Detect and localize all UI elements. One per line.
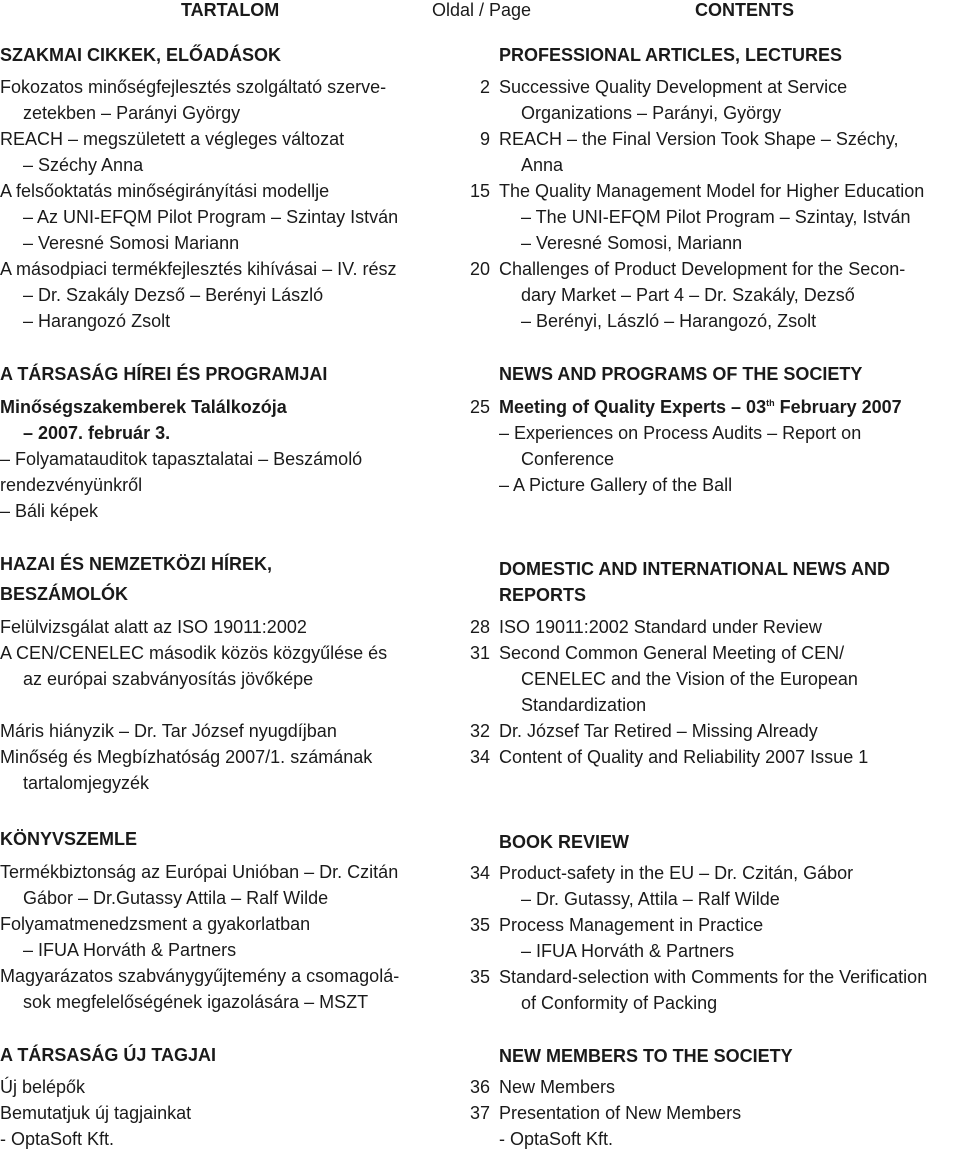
en-entry-line: Standard-selection with Comments for the Verification — [499, 967, 928, 987]
hu-entry-line: – Dr. Szakály Dezső – Berényi László — [23, 285, 324, 305]
en-entry-line: Content of Quality and Reliability 2007 Issue 1 — [499, 747, 869, 767]
header-page-label: Oldal / Page — [432, 0, 532, 20]
en-entry-line: Organizations – Parányi, György — [521, 103, 782, 123]
ordinal-suffix: th — [766, 398, 775, 408]
hu-section-title-news-2: BESZÁMOLÓK — [0, 584, 128, 604]
hu-entry-line: Máris hiányzik – Dr. Tar József nyugdíjban — [0, 721, 337, 741]
en-section-title-articles: PROFESSIONAL ARTICLES, LECTURES — [499, 45, 843, 65]
en-entry-line: - OptaSoft Kft. — [499, 1129, 614, 1149]
hu-entry-line: A CEN/CENELEC második közös közgyűlése és — [0, 643, 388, 663]
hu-entry-line: tartalomjegyzék — [23, 773, 150, 793]
hu-entry-line: – Harangozó Zsolt — [23, 311, 171, 331]
hu-entry-line: Új belépők — [0, 1077, 86, 1097]
en-entry-line: Successive Quality Development at Service — [499, 77, 848, 97]
hu-entry-bold: – 2007. február 3. — [23, 423, 171, 443]
en-entry-bold — [499, 394, 902, 420]
en-entry-line: – Berényi, László – Harangozó, Zsolt — [521, 311, 817, 331]
en-entry-line: – The UNI-EFQM Pilot Program – Szintay, István — [521, 207, 911, 227]
en-entry-line: Presentation of New Members — [499, 1103, 742, 1123]
page-number: 34 — [469, 747, 490, 767]
page-number: 28 — [469, 617, 490, 637]
hu-section-title-books: KÖNYVSZEMLE — [0, 829, 138, 849]
page-number: 25 — [469, 397, 490, 417]
en-entry-line: CENELEC and the Vision of the European — [521, 669, 858, 689]
en-entry-line: of Conformity of Packing — [521, 993, 718, 1013]
hu-section-title-society: A TÁRSASÁG HÍREI ÉS PROGRAMJAI — [0, 364, 328, 384]
page-number: 36 — [469, 1077, 490, 1097]
en-entry-line: The Quality Management Model for Higher Education — [499, 181, 925, 201]
hu-entry-line: Bemutatjuk új tagjainkat — [0, 1103, 192, 1123]
en-entry-line: Standardization — [521, 695, 647, 715]
page-number: 35 — [469, 915, 490, 935]
hu-entry-line: az európai szabványosítás jövőképe — [23, 669, 314, 689]
hu-entry-line: rendezvényünkről — [0, 475, 143, 495]
hu-entry-line: zetekben – Parányi György — [23, 103, 241, 123]
hu-entry-line: Magyarázatos szabványgyűjtemény a csomagolá- — [0, 966, 400, 986]
en-entry-line: – IFUA Horváth & Partners — [521, 941, 735, 961]
hu-section-title-news: HAZAI ÉS NEMZETKÖZI HÍREK, — [0, 554, 273, 574]
en-entry-line: Conference — [521, 449, 615, 469]
en-section-title-members: NEW MEMBERS TO THE SOCIETY — [499, 1046, 793, 1066]
page-number: 31 — [469, 643, 490, 663]
page-number: 35 — [469, 967, 490, 987]
hu-entry-bold: Minőségszakemberek Találkozója — [0, 397, 287, 417]
en-entry-line: – A Picture Gallery of the Ball — [499, 475, 733, 495]
en-entry-line: – Experiences on Process Audits – Report on — [499, 423, 862, 443]
hu-entry-line: sok megfelelőségének igazolására – MSZT — [23, 992, 369, 1012]
en-entry-line: Process Management in Practice — [499, 915, 764, 935]
page-number: 34 — [469, 863, 490, 883]
en-entry-line: – Dr. Gutassy, Attila – Ralf Wilde — [521, 889, 780, 909]
en-entry-bold-part: February 2007 — [774, 397, 902, 417]
hu-entry-line: Minőség és Megbízhatóság 2007/1. számának — [0, 747, 373, 767]
hu-entry-line: – Veresné Somosi Mariann — [23, 233, 240, 253]
hu-entry-line: – Báli képek — [0, 501, 99, 521]
hu-entry-line: Termékbiztonság az Európai Unióban – Dr. Czitán — [0, 862, 399, 882]
en-section-title-news: DOMESTIC AND INTERNATIONAL NEWS AND — [499, 559, 890, 579]
en-entry-line: Product-safety in the EU – Dr. Czitán, Gábor — [499, 863, 854, 883]
hu-entry-line: - OptaSoft Kft. — [0, 1129, 115, 1149]
en-entry-line: ISO 19011:2002 Standard under Review — [499, 617, 822, 637]
en-entry-line: dary Market – Part 4 – Dr. Szakály, Dezső — [521, 285, 855, 305]
page-number: 32 — [469, 721, 490, 741]
en-section-title-society: NEWS AND PROGRAMS OF THE SOCIETY — [499, 364, 863, 384]
hu-entry-line: A másodpiaci termékfejlesztés kihívásai – IV. rész — [0, 259, 397, 279]
hu-entry-line: – Az UNI-EFQM Pilot Program – Szintay István — [23, 207, 399, 227]
hu-entry-line: A felsőoktatás minőségirányítási modellje — [0, 181, 330, 201]
hu-entry-line: Felülvizsgálat alatt az ISO 19011:2002 — [0, 617, 307, 637]
page-number: 37 — [469, 1103, 490, 1123]
en-entry-line: Dr. József Tar Retired – Missing Already — [499, 721, 818, 741]
hu-entry-line: – IFUA Horváth & Partners — [23, 940, 237, 960]
en-entry-line: Second Common General Meeting of CEN/ — [499, 643, 845, 663]
hu-section-title-articles: SZAKMAI CIKKEK, ELŐADÁSOK — [0, 45, 282, 65]
hu-entry-line: – Széchy Anna — [23, 155, 144, 175]
hu-entry-line: Fokozatos minőségfejlesztés szolgáltató szerve- — [0, 77, 387, 97]
en-entry-line: Anna — [521, 155, 564, 175]
hu-entry-line: Folyamatmenedzsment a gyakorlatban — [0, 914, 311, 934]
header-en-title: CONTENTS — [695, 0, 794, 20]
page-number: 20 — [469, 259, 490, 279]
en-entry-line: – Veresné Somosi, Mariann — [521, 233, 743, 253]
page-number: 15 — [469, 181, 490, 201]
en-section-title-books: BOOK REVIEW — [499, 832, 630, 852]
hu-entry-line: REACH – megszületett a végleges változat — [0, 129, 345, 149]
en-entry-bold-part: Meeting of Quality Experts – 03 — [499, 397, 767, 417]
header-hu-title: TARTALOM — [181, 0, 280, 20]
page-number: 9 — [479, 129, 490, 149]
hu-section-title-members: A TÁRSASÁG ÚJ TAGJAI — [0, 1045, 217, 1065]
page-number: 2 — [479, 77, 490, 97]
hu-entry-line: Gábor – Dr.Gutassy Attila – Ralf Wilde — [23, 888, 329, 908]
en-entry-line: Challenges of Product Development for the Secon- — [499, 259, 906, 279]
en-entry-line: New Members — [499, 1077, 616, 1097]
en-entry-line: REACH – the Final Version Took Shape – Széchy, — [499, 129, 899, 149]
en-section-title-news-2: REPORTS — [499, 585, 587, 605]
hu-entry-line: – Folyamatauditok tapasztalatai – Beszámoló — [0, 449, 363, 469]
